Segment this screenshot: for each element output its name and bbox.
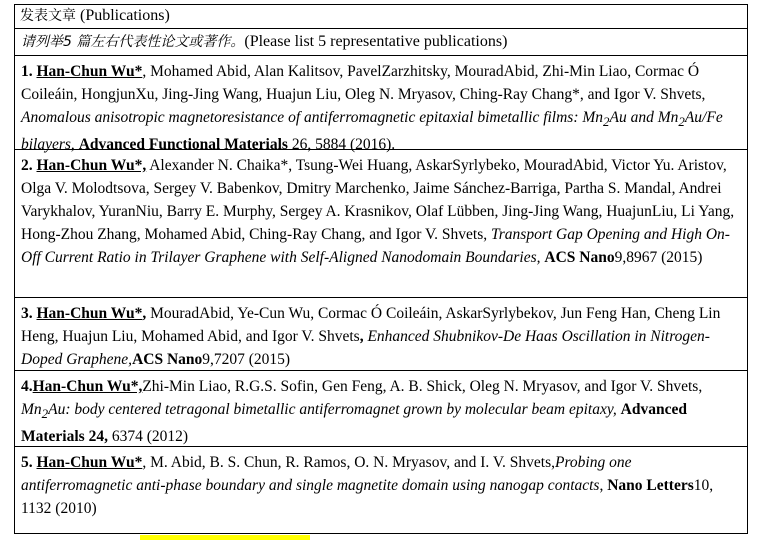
publication-5: [15, 447, 747, 531]
subscript: 2: [603, 114, 610, 130]
header-label-en: (Publications): [80, 7, 170, 24]
coauthors: Alexander N. Chaika*, Tsung-Wei Huang, AskarSyrlybeko, MouradAbid, Victor Yu. Aristov, Olga V. Molodtsova, Sergey V. Babenkov, Dmitry Marchenko, Jaime Sánchez-Barriga, Partha S. Mandal, Andrei Varykhalov, YuranNiu, Barry E. Murphy, Sergey A. Krasnikov, Olaf Lübben, Jing-Jing Wang, HuajunLiu, Li Yang, Hong-Zhou Zhang, Mohamed Abid, Ching-Ray Chang, and Igor V. Shvets,: [21, 157, 735, 243]
main-author: Han-Chun Wu*: [36, 454, 143, 471]
main-author: Han-Chun Wu*: [36, 305, 143, 322]
coauthors: , M. Abid, B. S. Chun, R. Ramos, O. N. Mryasov, and I. V. Shvets,: [142, 454, 555, 471]
citation: 9,8967 (2015): [614, 249, 703, 266]
main-author: Han-Chun Wu*,: [32, 378, 143, 395]
separator: ,: [599, 477, 608, 494]
instruction-row: [15, 29, 747, 56]
publication-4: [15, 371, 747, 447]
pub-number: 3.: [21, 305, 33, 322]
pub-title-part: Au/Fe bilayers,: [21, 109, 723, 154]
pub-title-part: Anomalous anisotropic magnetoresistance of antiferromagnetic epitaxial bimetallic films: Mn: [21, 109, 604, 126]
journal-name: ACS Nano: [132, 351, 203, 368]
citation: 6374 (2012): [107, 428, 189, 446]
instruction-en: (Please list 5 representative publications): [244, 33, 508, 50]
citation: 10, 1132 (2010): [21, 477, 714, 517]
publication-2: [15, 150, 747, 298]
subscript: 2: [678, 114, 685, 130]
instruction-cn: 请列举5 篇左右代表性论文或著作。: [21, 34, 245, 50]
yellow-highlight-strip: [140, 535, 310, 540]
publications-table: [14, 4, 748, 534]
subscript: 2: [41, 406, 49, 422]
volume: 24,: [84, 428, 108, 446]
citation: 9,7207 (2015): [202, 351, 291, 368]
title-comma: ,: [359, 328, 364, 345]
citation: 26, 5884 (2016).: [287, 136, 396, 154]
main-author: Han-Chun Wu*: [36, 63, 143, 80]
journal-name: Advanced Materials: [21, 401, 687, 446]
pub-title: Probing one antiferromagnetic anti-phase boundary and single magnetite domain using nanogap contacts: [21, 454, 632, 494]
coauthors: Zhi-Min Liao, R.G.S. Sofin, Gen Feng, A. B. Shick, Oleg N. Mryasov, and Igor V. Shvets,: [142, 378, 703, 395]
pub-title: [21, 401, 617, 422]
publication-1: [15, 56, 747, 154]
journal-name: Nano Letters: [607, 477, 694, 494]
pub-title-part: Au: body centered tetragonal bimetallic antiferromagnet grown by molecular beam epitaxy,: [48, 401, 617, 418]
publication-3: [15, 298, 747, 371]
pub-title: Transport Gap Opening and High On-Off Current Ratio in Trilayer Graphene with Self-Aligned Nanodomain Boundaries,: [21, 226, 730, 266]
header-label-cn: 发表文章: [20, 8, 76, 24]
main-author: Han-Chun Wu*,: [36, 157, 147, 174]
pub-number: 2.: [21, 157, 33, 174]
section-header: [15, 5, 747, 29]
journal-name: Advanced Functional Materials: [78, 136, 288, 154]
pub-title-part: Au and Mn: [609, 109, 679, 126]
coauthors: , Mohamed Abid, Alan Kalitsov, PavelZarzhitsky, MouradAbid, Zhi-Min Liao, Cormac Ó Coileáin, HongjunXu, Jing-Jing Wang, Huajun Liu, Oleg N. Mryasov, Ching-Ray Chang*, and Igor V. Shvets,: [21, 63, 706, 103]
pub-number: 5.: [21, 454, 33, 471]
coauthors: MouradAbid, Ye-Cun Wu, Cormac Ó Coileáin, AskarSyrlybekov, Jun Feng Han, Cheng Lin Heng, Huajun Liu, Mohamed Abid, and Igor V. Shvets: [21, 305, 721, 345]
pub-title-part: Mn: [21, 401, 42, 418]
pub-title: Enhanced Shubnikov-De Haas Oscillation in Nitrogen-Doped Graphene,: [21, 328, 710, 368]
pub-number: 4.: [21, 378, 33, 395]
pub-number: 1.: [21, 63, 33, 80]
author-comma: ,: [142, 305, 147, 322]
journal-name: ACS Nano: [544, 249, 615, 266]
